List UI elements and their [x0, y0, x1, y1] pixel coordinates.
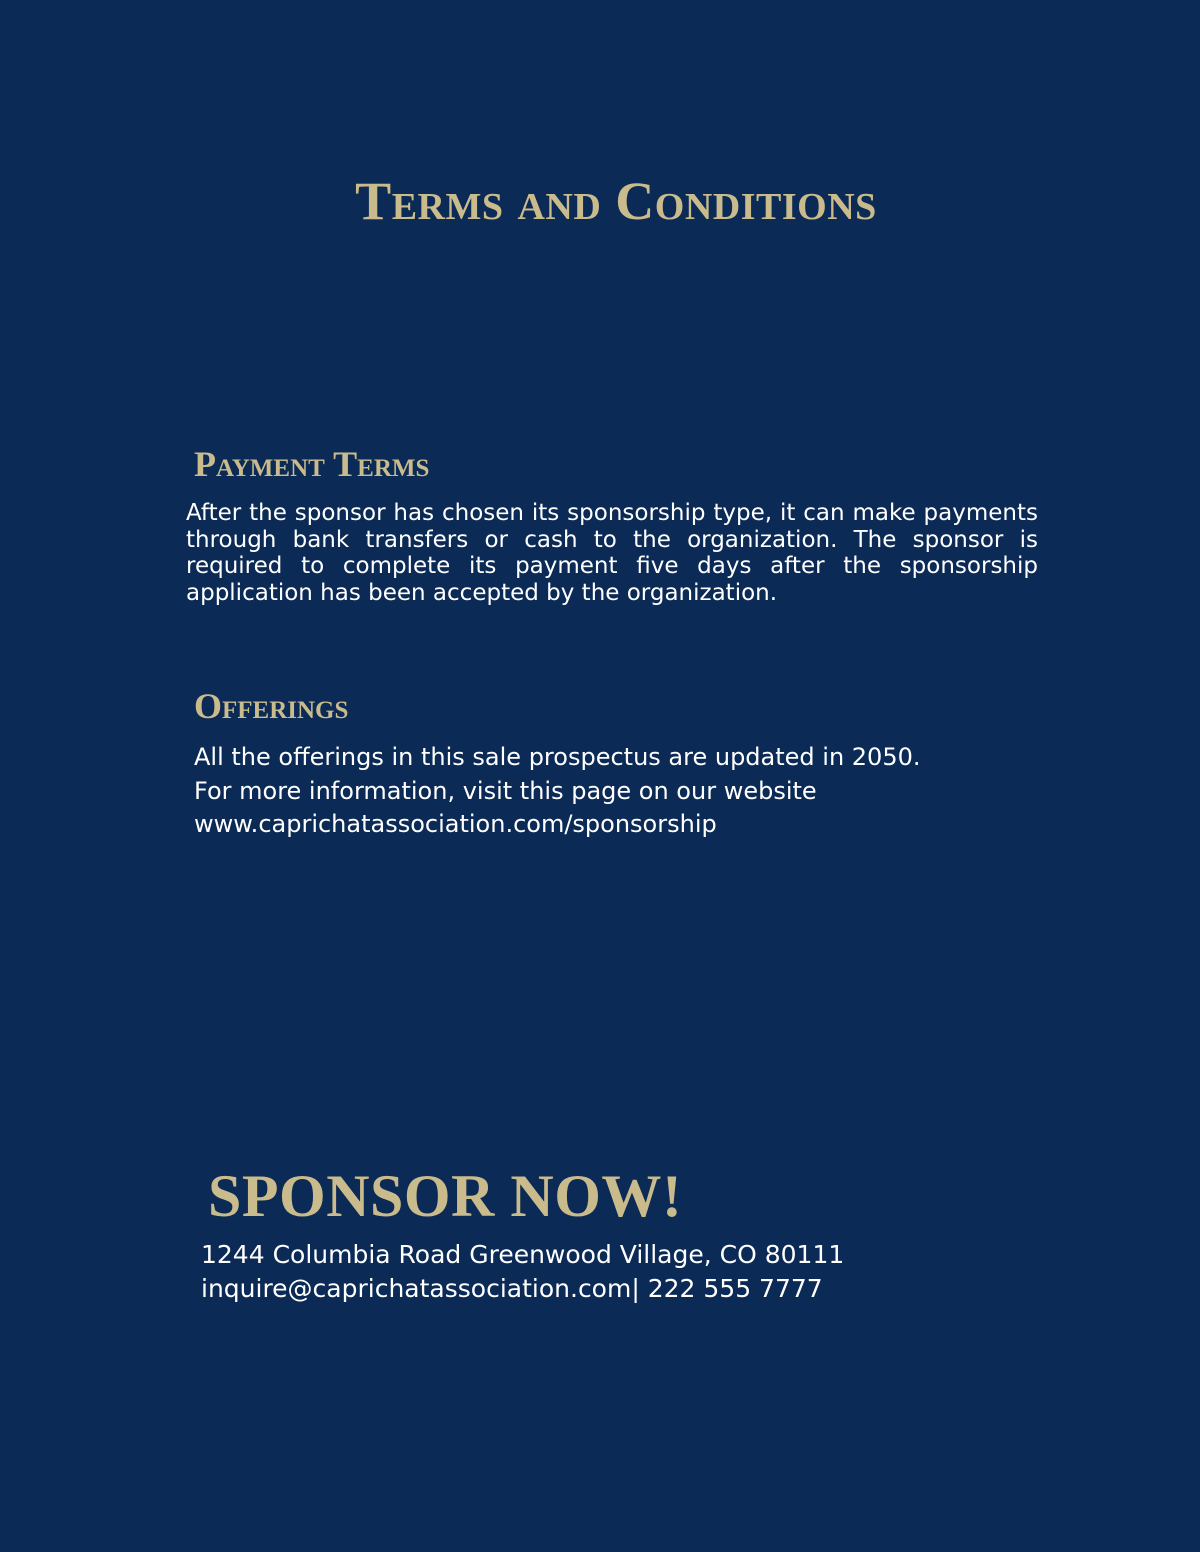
separator: |	[631, 1274, 648, 1303]
page-title: Terms and Conditions	[355, 171, 877, 231]
payment-terms-body: After the sponsor has chosen its sponsorship type, it can make payments through bank transfers or cash to the organization. The sponsor is required to complete its payment five days after the sponsorship application has been accepted by the organization.	[186, 500, 1038, 606]
address-text: 1244 Columbia Road Greenwood Village, CO 80111	[201, 1240, 845, 1269]
email-phone-line	[201, 1272, 1001, 1306]
offerings-update-text: All the offerings in this sale prospectus are updated in 2050.	[194, 743, 921, 771]
offerings-heading: Offerings	[194, 686, 349, 726]
email-link[interactable]: inquire@caprichatassociation.com	[201, 1274, 632, 1303]
offerings-body	[194, 741, 994, 842]
offerings-more-info-text: For more information, visit this page on our website	[194, 776, 817, 805]
contact-info	[201, 1238, 1001, 1306]
sponsorship-website-link[interactable]: www.caprichatassociation.com/sponsorship	[194, 810, 717, 838]
sponsor-now-heading: SPONSOR NOW!	[208, 1163, 683, 1229]
payment-terms-heading: Payment Terms	[194, 444, 430, 484]
phone-number[interactable]: 222 555 7777	[647, 1274, 823, 1303]
